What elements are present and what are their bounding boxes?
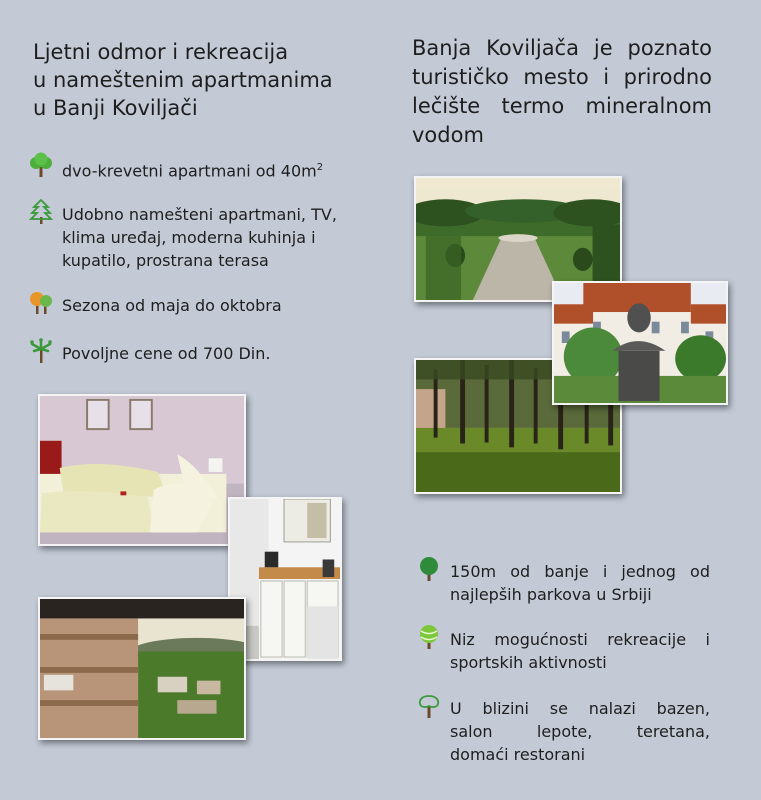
left-heading [33,38,363,122]
right-heading: Banja Koviljača je poznato turističko mesto i prirodno lečište termo mineralnom vodom [412,36,712,147]
palm-tree-icon [28,338,54,364]
bullet-text: Sezona od maja do oktobra [62,296,282,315]
bullet-text: salon lepote, teretana, [450,722,710,741]
bullet-text: sportskih aktivnosti [450,653,607,672]
right-bullet-recreation [416,628,710,674]
pine-tree-icon [28,199,54,225]
monument-photo [552,281,728,405]
left-heading-line: Ljetni odmor i rekreacija [33,40,289,64]
bullet-text: kupatilo, prostrana terasa [62,251,269,270]
superscript: 2 [316,162,324,173]
right-bullet-nearby [416,697,710,766]
bullet-text: Udobno namešteni apartmani, TV, [62,205,337,224]
bullet-text: dvo-krevetni apartmani od 40m [62,161,317,181]
left-bullet-apartments [28,156,323,182]
left-bullet-season [28,294,282,317]
bullet-text: 150m od banje i jednog od [450,562,710,581]
left-bullet-prices [28,342,270,365]
bullet-text: najlepših parkova u Srbiji [450,585,652,604]
left-heading-line: u nameštenim apartmanima [33,68,333,92]
right-bullet-distance [416,560,710,606]
bullet-text: U blizini se nalazi bazen, [450,699,710,718]
bullet-text: klima uređaj, moderna kuhinja i [62,228,316,247]
bedroom-photo [38,394,246,546]
tree-icon [28,152,54,178]
ball-tree-icon [416,624,442,650]
bullet-text: domaći restorani [450,745,586,764]
bullet-text: Povoljne cene od 700 Din. [62,344,271,363]
left-heading-line: u Banji Koviljači [33,96,198,120]
balcony-photo [38,597,246,740]
outline-tree-icon [416,693,442,719]
round-tree-icon [416,556,442,582]
bullet-text: Niz mogućnosti rekreacije i [450,630,710,649]
autumn-trees-icon [28,290,54,316]
left-bullet-features [28,203,337,272]
